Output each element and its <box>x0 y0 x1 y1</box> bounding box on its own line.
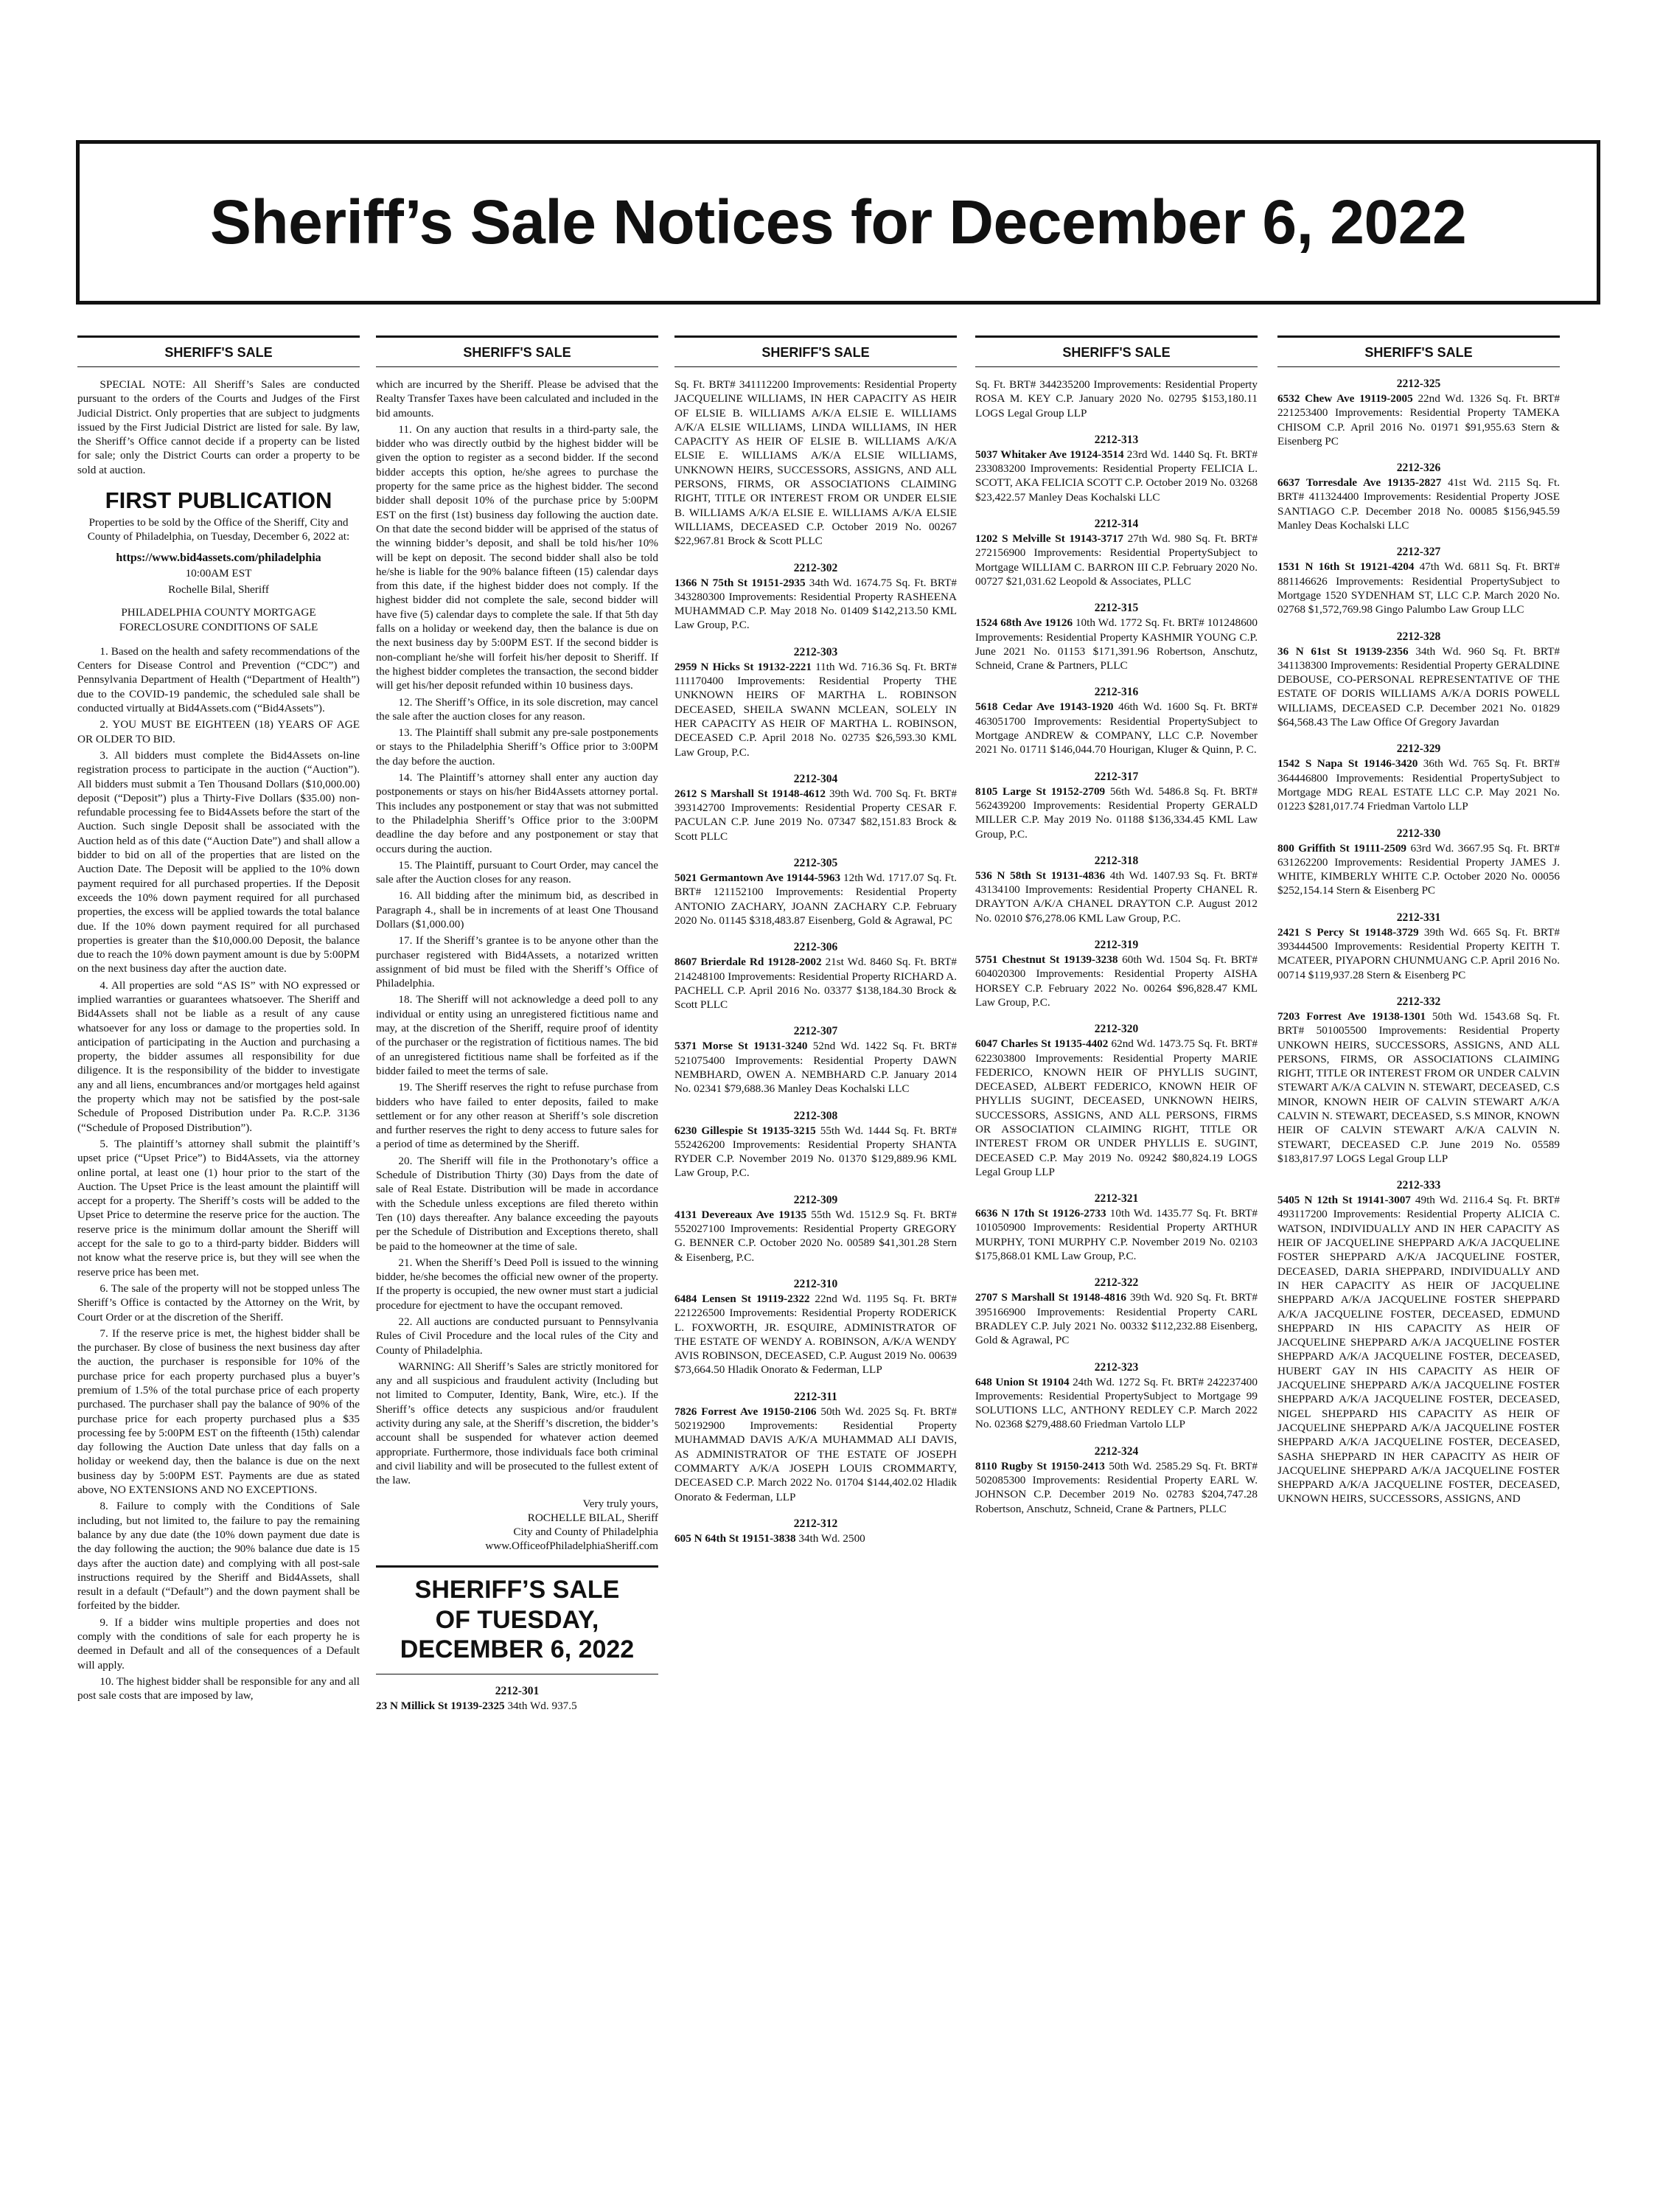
sale-details <box>674 1292 957 1377</box>
column-header: SHERIFF'S SALE <box>975 335 1258 367</box>
column-2 <box>376 335 658 2194</box>
condition-paragraph: 9. If a bidder wins multiple properties and does not comply with the conditions of sale for each property he is deemed in Default and all of the consequences of a Default will apply. <box>77 1615 360 1672</box>
property-details: 34th Wd. 1674.75 Sq. Ft. BRT# 343280300 Improvements: Residential Property RASHEENA MUHAMMAD C.P. May 2018 No. 01409 $142,213.50 KML Law Group, P.C. <box>674 576 957 632</box>
sale-entry <box>975 1445 1258 1516</box>
property-details: 34th Wd. 937.5 <box>504 1700 577 1713</box>
sale-number: 2212-312 <box>793 1517 838 1530</box>
sale-entry <box>1277 995 1560 1166</box>
property-details: 62nd Wd. 1473.75 Sq. Ft. BRT# 622303800 Improvements: Residential Property MARIE FEDERICO, KNOWN HEIR OF PHYLLIS SUGINT, DECEASED, ALBERT FEDERICO, KNOWN HEIR OF PHYLLIS SUGINT, DECEASED, UNKNOWN HEIRS, SUCCESSORS, ASSIGNS, AND ALL PERSONS, FIRMS OR ASSOCIATION CLAIMING RIGHT, TITLE OR INTEREST FROM OR UNDER PHYLLIS E. SUGINT, DECEASED C.P. May 2019 No. 09242 $80,824.19 LOGS Legal Group LLP <box>975 1037 1258 1178</box>
page-title: Sheriff’s Sale Notices for December 6, 2022 <box>209 187 1467 257</box>
condition-paragraph: 13. The Plaintiff shall submit any pre-sale postponements or stays to the Philadelphia Sheriff’s Office prior to 3:00PM the day before the auction. <box>376 726 658 768</box>
condition-paragraph: 8. Failure to comply with the Conditions of Sale including, but not limited to, the failure to pay the remaining balance by any due date (the 10% down payment due date is the day following the auction; the 90% balance due date is 15 days after the auction date) and complying with all post-sale instructions required by the Sheriff and Bid4Assets, shall result in a default (“Default”) and the down payment shall be forfeited by the bidder. <box>77 1500 360 1613</box>
column-1 <box>77 335 360 2194</box>
property-address: 1202 S Melville St 19143-3717 <box>975 532 1123 546</box>
property-details: 34th Wd. 960 Sq. Ft. BRT# 341138300 Improvements: Residential Property GERALDINE DEBOUSE, CO-PERSONAL REPRESENTATIVE OF THE ESTATE OF DORIS WILLIAMS A/K/A DORIS POWELL WILLIAMS, DECEASED C.P. December 2021 No. 01829 $64,568.43 The Law Office Of Gregory Javardan <box>1277 644 1560 729</box>
signature-name: ROCHELLE BILAL, Sheriff <box>527 1511 658 1524</box>
sale-details <box>1277 1193 1560 1506</box>
property-address: 536 N 58th St 19131-4836 <box>975 869 1106 882</box>
sale-number: 2212-304 <box>793 772 838 785</box>
sale-number: 2212-315 <box>1094 602 1139 615</box>
property-details: 39th Wd. 665 Sq. Ft. BRT# 393444500 Improvements: Residential Property KEITH T. MCATEER, PIYAPORN CHUNMUANG C.P. April 2016 No. 00714 $119,937.28 Stern & Eisenberg PC <box>1277 925 1560 981</box>
sale-details <box>975 953 1258 1009</box>
sale-details <box>1277 1009 1560 1166</box>
sheriff-website-link[interactable]: www.OfficeofPhiladelphiaSheriff.com <box>485 1540 658 1553</box>
property-details: 63rd Wd. 3667.95 Sq. Ft. BRT# 631262200 Improvements: Residential Property JAMES J. WHITE, KIMBERLY WHITE C.P. October 2020 No. 00056 $252,154.14 Stern & Eisenberg PC <box>1277 841 1560 897</box>
sale-entry <box>975 602 1258 672</box>
condition-paragraph: 12. The Sheriff’s Office, in its sole discretion, may cancel the sale after the auction closes for any reason. <box>376 695 658 723</box>
sale-entry <box>674 773 957 844</box>
property-address: 8607 Brierdale Rd 19128-2002 <box>674 956 822 969</box>
sale-number: 2212-325 <box>1396 378 1441 390</box>
sale-number: 2212-333 <box>1396 1179 1441 1192</box>
property-details: 10th Wd. 1772 Sq. Ft. BRT# 101248600 Improvements: Residential Property KASHMIR YOUNG C.P. June 2021 No. 01153 $171,391.96 Robertson, Anschutz, Schneid, Crane & Partners, PLLC <box>975 616 1258 672</box>
conditions-title-line-1: PHILADELPHIA COUNTY MORTGAGE <box>121 606 316 619</box>
sale-entry <box>975 1361 1258 1432</box>
column-header: SHERIFF'S SALE <box>1277 335 1560 367</box>
property-address: 2421 S Percy St 19148-3729 <box>1277 925 1419 939</box>
sale-details <box>376 1699 658 1713</box>
sale-entry <box>975 686 1258 757</box>
property-details: 55th Wd. 1512.9 Sq. Ft. BRT# 552027100 Improvements: Residential Property GREGORY G. BENNER C.P. October 2020 No. 00589 $41,301.28 Stern & Eisenberg, P.C. <box>674 1208 957 1264</box>
sale-number: 2212-329 <box>1396 742 1441 756</box>
sale-number: 2212-303 <box>793 645 838 658</box>
sale-entry <box>1277 378 1560 448</box>
condition-paragraph: 5. The plaintiff’s attorney shall submit the plaintiff’s upset price (“Upset Price”) to Bid4Assets, via the attorney online portal, at least one (1) hour prior to the start of the Auction. The Upset Price is the least amount the plaintiff will accept for a property. The Sheriff’s costs will be added to the Upset Price to determine the reserve price for the auction. The reserve price is the minimum dollar amount the Sheriff will accept for the sale to go to a third-party bidder. Bidders will not know what the reserve price is, but they will see when the reserve price has been met. <box>77 1137 360 1279</box>
condition-paragraph: 21. When the Sheriff’s Deed Poll is issued to the winning bidder, he/she becomes the official new owner of the property. If the property is occupied, the new owner must start a judicial procedure for ejectment to have the occupant removed. <box>376 1256 658 1312</box>
condition-paragraph: 4. All properties are sold “AS IS” with NO expressed or implied warranties or guarantees whatsoever. The Sheriff and Bid4Assets shall not be liable as a result of any cause whatsoever for any loss or damage to the properties sold. In anticipation of participating in the Auction and purchasing a property, the bidder assumes all responsibility for due diligence. It is the responsibility of the bidder to investigate any and all liens, encumbrances and/or mortgages held against the property which may not be satisfied by the post-sale Schedule of Proposed Distribution under Pa. R.C.P. 3136 (“Schedule of Proposed Distribution”). <box>77 978 360 1134</box>
sale-entry <box>975 855 1258 925</box>
property-address: 648 Union St 19104 <box>975 1375 1070 1388</box>
sale-entry <box>674 562 957 633</box>
sale-details <box>674 576 957 633</box>
property-details: 52nd Wd. 1422 Sq. Ft. BRT# 521075400 Improvements: Residential Property DAWN NEMBHARD, OWEN A. NEMBHARD C.P. January 2014 No. 02341 $79,688.36 Manley Deas Kochalski LLC <box>674 1040 957 1096</box>
sale-details <box>975 1206 1258 1263</box>
sale-entry <box>1277 630 1560 730</box>
sale-number: 2212-301 <box>495 1685 540 1698</box>
first-publication-intro: Properties to be sold by the Office of the Sheriff, City and County of Philadelphia, on Tuesday, December 6, 2022 at: <box>87 516 350 543</box>
condition-paragraph: 11. On any auction that results in a third-party sale, the bidder who was directly outbid by the highest bidder will be given the option to register as a second bidder. If the second bidder accepts this option, he/she agrees to purchase the property for the same price as the highest bidder. The second bidder shall deposit 10% of the purchase price by 5:00PM EST on the first (1st) business day following the auction date. On that date the second bidder will be apprised of the status of the winning bidder’s deposit, and shall be told his/her 10% will be kept on deposit. The second bidder shall also be told he/she is liable for the 90% balance fifteen (15) calendar days from this date, if the highest bidder does not comply. If the highest bidder did not complete the sale, second bidder will have five (5) calendar days to complete the sale. If that 5th day falls on a holiday or weekend day, then the balance is due on the next business day by 5:00PM EST. If the second bidder is non-compliant he/she will forfeit his/her deposit to Sheriff. If the highest bidder completes the transaction, the second bidder will get his/her deposit refunded within 10 business days. <box>376 422 658 692</box>
sale-number: 2212-308 <box>793 1109 838 1122</box>
sale-details <box>674 787 957 844</box>
property-details: 10th Wd. 1435.77 Sq. Ft. BRT# 101050900 Improvements: Residential Property ARTHUR MURPHY, TONI MURPHY C.P. November 2019 No. 02103 $175,868.01 KML Law Group, P.C. <box>975 1207 1258 1263</box>
property-address: 2612 S Marshall St 19148-4612 <box>674 787 826 800</box>
sale-details <box>975 448 1258 504</box>
condition-paragraph: 14. The Plaintiff’s attorney shall enter any auction day postponements or stays on his/her Bid4Assets attorney portal. This includes any postponement or stay that was not submitted to the Philadelphia Sheriff’s Office prior to the 3:00PM deadline the day before and any postponement or stay that occurs during the auction. <box>376 771 658 855</box>
sale-number: 2212-310 <box>793 1277 838 1290</box>
property-details: 41st Wd. 2115 Sq. Ft. BRT# 411324400 Improvements: Residential Property JOSE SANTIAGO C.P. December 2018 No. 00085 $156,945.59 Manley Deas Kochalski LLC <box>1277 476 1560 532</box>
sale-number: 2212-321 <box>1094 1192 1139 1206</box>
sale-details <box>674 1039 957 1096</box>
sale-number: 2212-306 <box>793 941 838 954</box>
sale-details <box>1277 757 1560 813</box>
sale-number: 2212-320 <box>1094 1023 1139 1036</box>
condition-paragraph: 3. All bidders must complete the Bid4Assets on-line registration process to participate in the auction (“Auction”). All bidders must submit a Ten Thousand Dollars ($10,000.00) deposit (“Deposit”) plus a Thirty-Five Dollars ($35.00) non-refundable processing fee to Bid4Assets before the start of the Auction. Such single Deposit shall be associated with the Auction held as of this date (“Auction Date”) and shall allow a bidder to bid on all of the properties that are listed on the Auction Date. The Deposit will be applied to the 10% down payment required for all purchased properties. If the Deposit exceeds the 10% down payment required for all purchased properties, the excess will be applied towards the total balance due. If the 10% down payment required for all purchased properties is greater than the $10,000.00 Deposit, the balance due to reach the 10% down payment amount is due by 5:00PM on the next business day after the auction date. <box>77 748 360 975</box>
sale-number: 2212-332 <box>1396 995 1441 1008</box>
property-details: 55th Wd. 1444 Sq. Ft. BRT# 552426200 Improvements: Residential Property SHANTA RYDER C.P. November 2019 No. 01370 $129,889.96 KML Law Group, P.C. <box>674 1124 957 1180</box>
sale-number: 2212-324 <box>1094 1444 1139 1458</box>
sale-entry <box>975 1023 1258 1179</box>
sale-heading-line: SHERIFF’S SALE <box>414 1575 620 1604</box>
property-details: 22nd Wd. 1195 Sq. Ft. BRT# 221226500 Improvements: Residential Property RODERICK L. FOXWORTH, JR. ESQUIRE, ADMINISTRATOR OF THE ESTATE OF WENDY A. ROBINSON, A/K/A WENDY AVIS ROBINSON, DECEASED, C.P. August 2019 No. 00639 $73,664.50 Hladik Onorato & Federman, LLP <box>674 1292 957 1377</box>
property-details: 46th Wd. 1600 Sq. Ft. BRT# 463051700 Improvements: Residential PropertySubject to Mortgage ANDREW & COMPANY, LLC C.P. November 2021 No. 01711 $146,044.70 Hourigan, Kluger & Quinn, P. C. <box>975 700 1258 757</box>
property-address: 1531 N 16th St 19121-4204 <box>1277 560 1415 574</box>
property-address: 7203 Forrest Ave 19138-1301 <box>1277 1009 1426 1023</box>
sale-number: 2212-326 <box>1396 462 1441 475</box>
condition-paragraph: 10. The highest bidder shall be responsible for any and all post sale costs that are imposed by law, <box>77 1674 360 1703</box>
sale-entry <box>975 939 1258 1009</box>
column-4 <box>975 335 1258 2194</box>
property-address: 605 N 64th St 19151-3838 <box>674 1531 796 1545</box>
sheriff-name: Rochelle Bilal, Sheriff <box>168 582 269 596</box>
property-address: 6532 Chew Ave 19119-2005 <box>1277 392 1413 405</box>
property-address: 5751 Chestnut St 19139-3238 <box>975 953 1118 967</box>
condition-paragraph: 2. YOU MUST BE EIGHTEEN (18) YEARS OF AGE OR OLDER TO BID. <box>77 718 360 745</box>
sale-details <box>975 700 1258 757</box>
conditions-title-line-2: FORECLOSURE CONDITIONS OF SALE <box>119 620 318 633</box>
column-header: SHERIFF'S SALE <box>674 335 957 367</box>
property-details: 47th Wd. 6811 Sq. Ft. BRT# 881146626 Improvements: Residential PropertySubject to Mortgage 1520 SYDENHAM ST, LLC C.P. March 2020 No. 02768 $1,572,769.98 Gingo Palumbo Law Group LLC <box>1277 560 1560 616</box>
sale-details <box>975 1459 1258 1516</box>
sale-entry <box>674 1110 957 1180</box>
sale-entry <box>674 1025 957 1096</box>
property-address: 6637 Torresdale Ave 19135-2827 <box>1277 476 1442 490</box>
condition-paragraph: 22. All auctions are conducted pursuant to Pennsylvania Rules of Civil Procedure and the local rules of the City and County of Philadelphia. <box>376 1315 658 1357</box>
sale-number: 2212-331 <box>1396 911 1441 924</box>
sale-number: 2212-330 <box>1396 827 1441 840</box>
property-address: 800 Griffith St 19111-2509 <box>1277 841 1407 855</box>
sale-entry <box>376 1685 658 1713</box>
sale-number: 2212-309 <box>793 1193 838 1206</box>
property-details: 4th Wd. 1407.93 Sq. Ft. BRT# 43134100 Improvements: Residential Property CHANEL R. DRAYTON A/K/A CHANEL DRAYTON C.P. August 2012 No. 02010 $76,278.06 KML Law Group, P.C. <box>975 869 1258 925</box>
property-details: 22nd Wd. 1326 Sq. Ft. BRT# 221253400 Improvements: Residential Property TAMEKA CHISOM C.P. April 2016 No. 01971 $91,955.63 Stern & Eisenberg PC <box>1277 392 1560 448</box>
sale-details <box>975 532 1258 588</box>
sale-entry <box>674 1194 957 1265</box>
property-address: 5021 Germantown Ave 19144-5963 <box>674 872 841 885</box>
sale-heading-line: DECEMBER 6, 2022 <box>400 1635 635 1664</box>
sale-number: 2212-317 <box>1094 770 1139 783</box>
sale-details <box>975 785 1258 841</box>
sale-number: 2212-327 <box>1396 546 1441 559</box>
property-details: 60th Wd. 1504 Sq. Ft. BRT# 604020300 Improvements: Residential Property AISHA HORSEY C.P. February 2022 No. 00264 $96,828.47 KML Law Group, P.C. <box>975 953 1258 1009</box>
sale-number: 2212-323 <box>1094 1360 1139 1374</box>
sale-number: 2212-305 <box>793 857 838 870</box>
property-details: 27th Wd. 980 Sq. Ft. BRT# 272156900 Improvements: Residential PropertySubject to Mortgage WILLIAM C. BARRON III C.P. February 2020 No. 00727 $21,031.62 Leopold & Associates, PLLC <box>975 532 1258 588</box>
condition-paragraph: which are incurred by the Sheriff. Please be advised that the Realty Transfer Taxes have been calculated and included in the bid amounts. <box>376 378 658 420</box>
sale-entry <box>1277 742 1560 813</box>
property-details: 50th Wd. 2025 Sq. Ft. BRT# 502192900 Improvements: Residential Property MUHAMMAD DAVIS A/K/A MUHAMMAD ALI DAVIS, AS ADMINISTRATOR OF THE ESTATE OF JOSEPH COMMARTY A/K/A JOSEPH LOUIS CROMMARTY, DECEASED C.P. March 2022 No. 01704 $144,402.02 Hladik Onorato & Federman, LLP <box>674 1405 957 1503</box>
sale-entry <box>1277 1179 1560 1506</box>
sale-entry <box>975 1276 1258 1347</box>
auction-time: 10:00AM EST <box>185 566 252 580</box>
property-address: 1366 N 75th St 19151-2935 <box>674 576 806 589</box>
sale-entry <box>674 941 957 1012</box>
sale-heading-line: OF TUESDAY, <box>435 1605 599 1634</box>
property-details: 49th Wd. 2116.4 Sq. Ft. BRT# 493117200 Improvements: Residential Property ALICIA C. WATSON, INDIVIDUALLY AND IN HER CAPACITY AS HEIR OF JACQUELINE SHEPPARD A/K/A JACQUELINE FOSTER SHEPPARD A/K/A JACQUELINE FOSTER, DECEASED, DARIA SHEPPARD, INDIVIDUALLY AND IN HER CAPACITY AS HEIR OF JACQUELINE SHEPPARD A/K/A JACQUELINE FOSTER SHEPPARD A/K/A JACQUELINE FOSTER, DECEASED, EDMUND SHEPPARD IN HIS CAPACITY AS HEIR OF JACQUELINE SHEPPARD A/K/A JACQUELINE FOSTER SHEPPARD A/K/A JACQUELINE FOSTER, DECEASED, HUBERT GAY IN HIS CAPACITY AS HEIR OF JACQUELINE SHEPPARD A/K/A JACQUELINE FOSTER SHEPPARD A/K/A JACQUELINE FOSTER, DECEASED, NIGEL SHEPPARD HIS CAPACITY AS HEIR OF JACQUELINE SHEPPARD A/K/A JACQUELINE FOSTER SHEPPARD A/K/A JACQUELINE FOSTER, DECEASED, SASHA SHEPPARD IN HER CAPACITY AS HEIR OF JACQUELINE SHEPPARD A/K/A JACQUELINE FOSTER SHEPPARD A/K/A JACQUELINE FOSTER, DECEASED, UKNOWN HEIRS, SUCCESSORS, ASSIGNS, AND <box>1277 1194 1560 1506</box>
sale-entry <box>1277 546 1560 616</box>
warning-paragraph: WARNING: All Sheriff’s Sales are strictly monitored for any and all suspicious and fraudulent activity (Including but not limited to Computer, Identity, Bank, Wire, etc.). If the Sheriff’s office detects any suspicious and/or fraudulent activity during any sale, at the Sheriff’s discretion, the bidder’s account shall be suspended for whatever action deemed appropriate. Furthermore, those individuals face both criminal and civil liability and will be prosecuted to the fullest extent of the law. <box>376 1360 658 1487</box>
condition-paragraph: 20. The Sheriff will file in the Prothonotary’s office a Schedule of Distribution Thirty (30) Days from the date of sale of Real Estate. Distribution will be made in accordance with the Schedule unless exceptions are filed thereto within Ten (10) days thereafter. Any balance exceeding the payouts per the Schedule of Distribution and Exceptions thereto, shall be paid to the homeowner at the time of sale. <box>376 1154 658 1253</box>
property-address: 8105 Large St 19152-2709 <box>975 785 1106 798</box>
title-box <box>76 140 1600 305</box>
sale-number: 2212-328 <box>1396 630 1441 643</box>
column-header: SHERIFF'S SALE <box>77 335 360 367</box>
property-details: 11th Wd. 716.36 Sq. Ft. BRT# 111170400 Improvements: Residential Property THE UNKNOWN HEIRS OF MARTHA L. ROBINSON DECEASED, SHEILA SWANN MCLEAN, SOLELY IN HER CAPACITY AS HEIR OF MARTHA L. ROBINSON, DECEASED C.P. April 2018 No. 02735 $26,593.30 KML Law Group, P.C. <box>674 660 957 759</box>
condition-paragraph: 17. If the Sheriff’s grantee is to be anyone other than the purchaser registered with Bid4Assets, a notarized written assignment of bid must be filed with the Sheriff’s Office of Philadelphia. <box>376 934 658 990</box>
sale-entry <box>1277 462 1560 532</box>
sale-number: 2212-322 <box>1094 1276 1139 1290</box>
sale-details <box>1277 560 1560 616</box>
sale-entry <box>975 771 1258 841</box>
sale-number: 2212-313 <box>1094 433 1139 446</box>
property-address: 7826 Forrest Ave 19150-2106 <box>674 1405 817 1418</box>
sale-entry <box>975 518 1258 588</box>
column-5 <box>1277 335 1560 2194</box>
sale-details <box>674 1405 957 1504</box>
sale-number: 2212-302 <box>793 561 838 574</box>
auction-url-link[interactable]: https://www.bid4assets.com/philadelphia <box>116 551 321 564</box>
sale-details <box>1277 841 1560 898</box>
sale-entry <box>975 1192 1258 1263</box>
sale-entry <box>674 1391 957 1504</box>
condition-paragraph: 16. All bidding after the minimum bid, as described in Paragraph 4., shall be in increments of at least One Thousand Dollars ($1,000.00) <box>376 889 658 931</box>
continued-entry: Sq. Ft. BRT# 344235200 Improvements: Residential Property ROSA M. KEY C.P. January 2020 No. 02795 $153,180.11 LOGS Legal Group LLP <box>975 378 1258 420</box>
sale-number: 2212-318 <box>1094 854 1139 867</box>
property-details: 50th Wd. 2585.29 Sq. Ft. BRT# 502085300 Improvements: Residential Property EARL W. JOHNSON C.P. December 2019 No. 02783 $204,747.28 Robertson, Anschutz, Schneid, Crane & Partners, PLLC <box>975 1459 1258 1515</box>
property-address: 23 N Millick St 19139-2325 <box>376 1700 505 1713</box>
special-note: SPECIAL NOTE: All Sheriff’s Sales are conducted pursuant to the orders of the Courts and Judges of the First Judicial District. Only properties that are subject to judgments issued by the First Judicial District are listed for sale. By law, the Sheriff’s Office cannot decide if a property can be listed for sale; only the District Courts can order a property to be sold at auction. <box>77 378 360 476</box>
signature-closing: Very truly yours, <box>582 1497 658 1510</box>
condition-paragraph: 1. Based on the health and safety recommendations of the Centers for Disease Control and Prevention (“CDC”) and Pennsylvania Department of Health (“Department of Health”) due to the COVID-19 pandemic, the scheduled sale shall be conducted virtually at Bid4Assets.com (“Bid4Assets”). <box>77 644 360 715</box>
sale-details <box>975 1290 1258 1347</box>
property-details: 34th Wd. 2500 <box>795 1531 865 1545</box>
sale-date-heading <box>376 1565 658 1674</box>
sale-number: 2212-311 <box>794 1390 837 1403</box>
sale-entry <box>975 434 1258 504</box>
property-address: 5618 Cedar Ave 19143-1920 <box>975 700 1114 714</box>
sale-details <box>674 660 957 759</box>
condition-paragraph: 6. The sale of the property will not be stopped unless The Sheriff’s Office is contacted by the Attorney on the Writ, by Court Order or at the discretion of the Sheriff. <box>77 1281 360 1324</box>
sale-details <box>975 616 1258 672</box>
condition-paragraph: 18. The Sheriff will not acknowledge a deed poll to any individual or entity using an unregistered fictitious name and may, at the discretion of the Sheriff, require proof of identity of the purchaser or the registration of fictitious names. The bid of an unregistered fictitious name shall be forfeited as if the bidder failed to meet the terms of sale. <box>376 993 658 1077</box>
property-details: 39th Wd. 920 Sq. Ft. BRT# 395166900 Improvements: Residential Property CARL BRADLEY C.P. July 2021 No. 00332 $112,232.88 Eisenberg, Gold & Agrawal, PC <box>975 1291 1258 1347</box>
sale-details <box>1277 644 1560 730</box>
sale-entry <box>674 1278 957 1377</box>
sale-details <box>674 955 957 1012</box>
sale-entry <box>1277 827 1560 898</box>
sale-details <box>1277 476 1560 532</box>
property-address: 6636 N 17th St 19126-2733 <box>975 1207 1106 1220</box>
signature-office: City and County of Philadelphia <box>513 1526 658 1539</box>
property-details: 56th Wd. 5486.8 Sq. Ft. BRT# 562439200 Improvements: Residential Property GERALD MILLER C.P. May 2019 No. 01188 $136,334.45 KML Law Group, P.C. <box>975 785 1258 841</box>
property-address: 5371 Morse St 19131-3240 <box>674 1040 808 1053</box>
sale-details <box>1277 392 1560 448</box>
property-address: 6230 Gillespie St 19135-3215 <box>674 1124 816 1137</box>
sale-entry <box>1277 911 1560 982</box>
property-address: 1524 68th Ave 19126 <box>975 616 1073 630</box>
property-details: 21st Wd. 8460 Sq. Ft. BRT# 214248100 Improvements: Residential Property RICHARD A. PACHELL C.P. April 2016 No. 03377 $138,184.30 Brock & Scott PLLC <box>674 956 957 1012</box>
property-address: 2707 S Marshall St 19148-4816 <box>975 1291 1126 1304</box>
sale-details <box>975 1375 1258 1432</box>
sale-details <box>674 1208 957 1265</box>
first-publication-heading: FIRST PUBLICATION <box>105 487 332 514</box>
sale-details <box>674 1531 957 1545</box>
property-details: 39th Wd. 700 Sq. Ft. BRT# 393142700 Improvements: Residential Property CESAR F. PACULAN C.P. June 2019 No. 07347 $82,151.83 Brock & Scott PLLC <box>674 787 957 843</box>
property-address: 2959 N Hicks St 19132-2221 <box>674 660 812 673</box>
sale-details <box>674 871 957 928</box>
column-header: SHERIFF'S SALE <box>376 335 658 367</box>
sale-details <box>1277 925 1560 982</box>
sale-entry <box>674 646 957 759</box>
property-address: 6484 Lensen St 19119-2322 <box>674 1292 810 1305</box>
sale-details <box>674 1124 957 1180</box>
sale-number: 2212-307 <box>793 1025 838 1038</box>
sale-number: 2212-319 <box>1094 939 1139 952</box>
property-details: 23rd Wd. 1440 Sq. Ft. BRT# 233083200 Improvements: Residential Property FELICIA L. SCOTT, AKA FELICIA SCOTT C.P. October 2019 No. 03268 $23,422.57 Manley Deas Kochalski LLC <box>975 448 1258 504</box>
property-details: 50th Wd. 1543.68 Sq. Ft. BRT# 501005500 Improvements: Residential Property UNKOWN HEIRS, SUCCESSORS, ASSIGNS, AND ALL PERSONS, FIRMS, OR ASSOCIATIONS CLAIMING RIGHT, TITLE OR INTEREST FROM OR UNDER CALVIN STEWART A/K/A CALVIN N. STEWART, DECEASED, C.S MINOR, KNOWN HEIR OF CALVIN STEWART A/K/A CALVIN N. STEWART, DECEASED, S.S MINOR, KNOWN HEIR OF CALVIN STEWART A/K/A CALVIN N. STEWART, DECEASED C.P. June 2019 No. 05589 $183,817.97 LOGS Legal Group LLP <box>1277 1009 1560 1165</box>
condition-paragraph: 19. The Sheriff reserves the right to refuse purchase from bidders who have failed to enter deposits, failed to make settlement or for any other reason at Sheriff’s sole discretion and further reserves the right to deny access to future sales for a period of time as determined by the Sheriff. <box>376 1081 658 1151</box>
property-address: 8110 Rugby St 19150-2413 <box>975 1459 1105 1472</box>
sale-entry <box>674 857 957 928</box>
property-details: 36th Wd. 765 Sq. Ft. BRT# 364446800 Improvements: Residential PropertySubject to Mortgage MDG REAL ESTATE LLC C.P. May 2021 No. 01223 $281,017.74 Friedman Vartolo LLP <box>1277 757 1560 813</box>
sale-number: 2212-316 <box>1094 686 1139 699</box>
property-details: 12th Wd. 1717.07 Sq. Ft. BRT# 121152100 Improvements: Residential Property ANTONIO ZACHARY, JOANN ZACHARY C.P. February 2020 No. 01145 $318,483.87 Eisenberg, Gold & Agrawal, PC <box>674 872 957 927</box>
condition-paragraph: 15. The Plaintiff, pursuant to Court Order, may cancel the sale after the Auction closes for any reason. <box>376 858 658 886</box>
sale-entry <box>674 1517 957 1545</box>
property-address: 36 N 61st St 19139-2356 <box>1277 644 1409 658</box>
continued-entry: Sq. Ft. BRT# 341112200 Improvements: Residential Property JACQUELINE WILLIAMS, IN HER CAPACITY AS HEIR OF ELSIE B. WILLIAMS A/K/A ELSIE E. WILLIAMS A/K/A ELSIE WILLIAMS, LINDA WILLIAMS, IN HER CAPACITY AS HEIR OF ELSIE B. WILLIAMS A/K/A ELSIE E. WILLIAMS A/K/A ELSIE WILLIAMS, UNKNOWN HEIRS, SUCCESSORS, ASSIGNS, AND ALL PERSONS, FIRMS, OR ASSOCIATIONS CLAIMING RIGHT, TITLE OR INTEREST FROM OR UNDER ELSIE B. WILLIAMS A/K/A ELSIE E. WILLIAMS A/K/A ELSIE WILLIAMS, DECEASED C.P. October 2019 No. 00267 $22,967.81 Brock & Scott PLLC <box>674 378 957 548</box>
column-3 <box>674 335 957 2194</box>
property-details: 24th Wd. 1272 Sq. Ft. BRT# 242237400 Improvements: Residential PropertySubject to Mortgage 99 SOLUTIONS LLC, ANTHONY REDLEY C.P. March 2022 No. 02368 $279,488.60 Friedman Vartolo LLP <box>975 1375 1258 1431</box>
sale-number: 2212-314 <box>1094 518 1139 531</box>
property-address: 6047 Charles St 19135-4402 <box>975 1037 1109 1051</box>
sale-details <box>975 869 1258 925</box>
property-address: 4131 Devereaux Ave 19135 <box>674 1208 807 1221</box>
sale-details <box>975 1037 1258 1179</box>
property-address: 1542 S Napa St 19146-3420 <box>1277 757 1418 771</box>
condition-paragraph: 7. If the reserve price is met, the highest bidder shall be the purchaser. By close of business the next business day after the auction, the purchaser is responsible for 10% of the purchase price for each property purchased plus a buyer’s premium of 1.5% of the total purchase price of each property purchased. The purchaser shall pay the balance of 90% of the purchase price for each property purchased plus a $35 processing fee by 5:00PM EST on the fifteenth (15th) calendar day following the Auction Date unless that day falls on a holiday or weekend day, then the balance is due on the next business day by 5:00PM EST. Payments are due as stated above, NO EXTENSIONS AND NO EXCEPTIONS. <box>77 1326 360 1497</box>
property-address: 5037 Whitaker Ave 19124-3514 <box>975 448 1124 461</box>
property-address: 5405 N 12th St 19141-3007 <box>1277 1194 1411 1207</box>
